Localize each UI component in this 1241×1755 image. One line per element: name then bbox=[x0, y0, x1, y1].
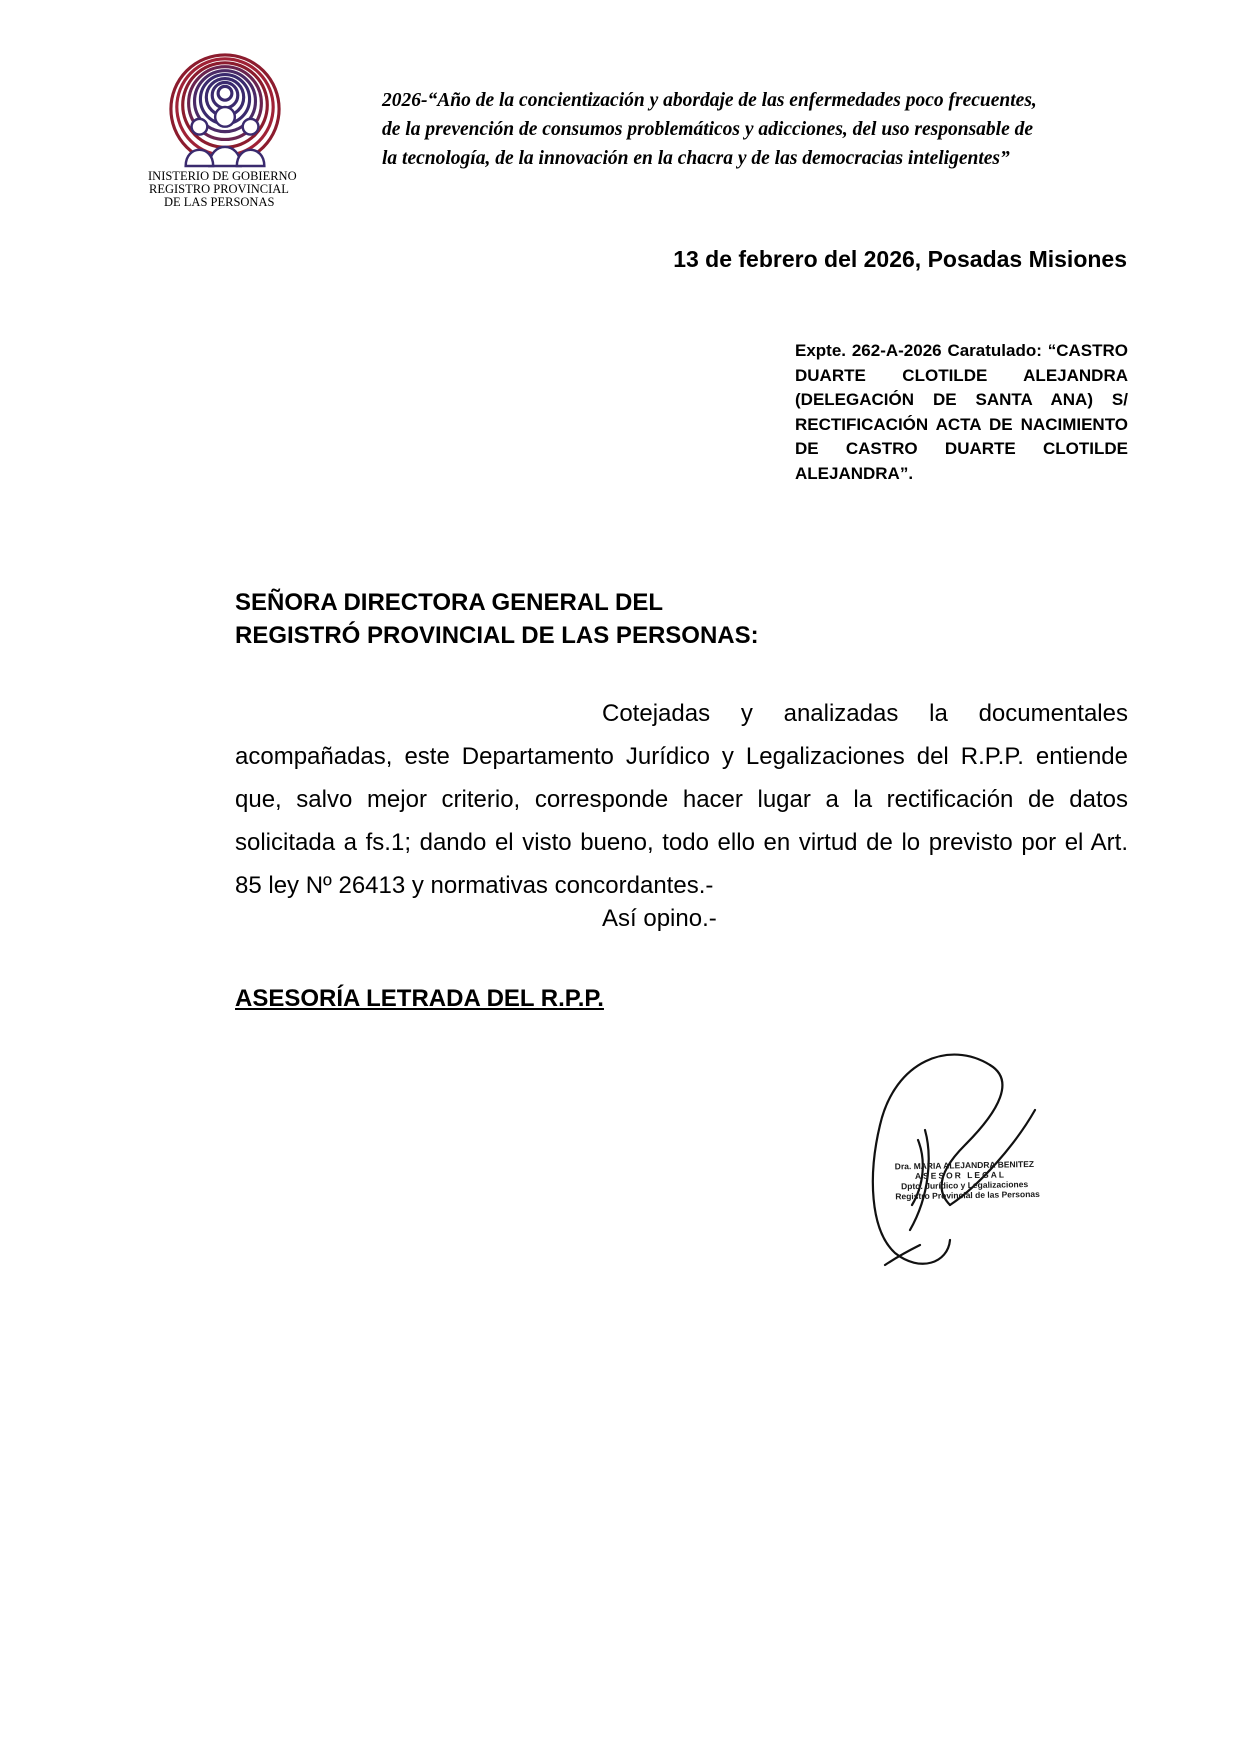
motto-line: de la prevención de consumos problemáticos y adicciones, del uso responsable de bbox=[382, 119, 1034, 140]
date-location: 13 de febrero del 2026, Posadas Misiones bbox=[673, 246, 1127, 272]
year-motto bbox=[382, 86, 1162, 173]
body-paragraph: Cotejadas y analizadas la documentales acompañadas, este Departamento Jurídico y Legalizaciones del R.P.P. entiende que, salvo mejor criterio, corresponde hacer lugar a la rectificación de datos solicitada a fs.1; dando el visto bueno, todo ello en virtud de lo previsto por el Art. 85 ley Nº 26413 y normativas concordantes.- bbox=[235, 700, 1128, 899]
stamp-line: Dpto. Jurídico y Legalizaciones bbox=[901, 1179, 1029, 1192]
signing-office: ASESORÍA LETRADA DEL R.P.P. bbox=[235, 985, 604, 1012]
addressee bbox=[235, 586, 759, 652]
institution-name bbox=[148, 170, 318, 209]
case-reference: Expte. 262-A-2026 Caratulado: “CASTRO DUARTE CLOTILDE ALEJANDRA (DELEGACIÓN DE SANTA ANA) S/ RECTIFICACIÓN ACTA DE NACIMIENTO DE CASTRO DUARTE CLOTILDE ALEJANDRA”. bbox=[795, 341, 1128, 483]
closing-statement: Así opino.- bbox=[602, 905, 717, 932]
motto-line: la tecnología, de la innovación en la chacra y de las democracias inteligentes” bbox=[382, 148, 1010, 169]
registry-logo-icon bbox=[166, 50, 284, 168]
motto-line: 2026-“Año de la concientización y abordaje de las enfermedades poco frecuentes, bbox=[382, 90, 1037, 111]
stamp-line: ASESOR LEGAL bbox=[914, 1169, 1007, 1182]
addressee-line: REGISTRÓ PROVINCIAL DE LAS PERSONAS: bbox=[235, 622, 759, 649]
institution-line: REGISTRO PROVINCIAL bbox=[149, 182, 289, 196]
stamp-line: Dra. MARIA ALEJANDRA BENITEZ bbox=[894, 1158, 1035, 1172]
signature-stamp bbox=[895, 1159, 1056, 1202]
institution-line: DE LAS PERSONAS bbox=[164, 195, 275, 209]
stamp-line: Registro Provincial de las Personas bbox=[895, 1188, 1040, 1202]
institution-line: INISTERIO DE GOBIERNO bbox=[148, 169, 297, 183]
addressee-line: SEÑORA DIRECTORA GENERAL DEL bbox=[235, 589, 664, 616]
